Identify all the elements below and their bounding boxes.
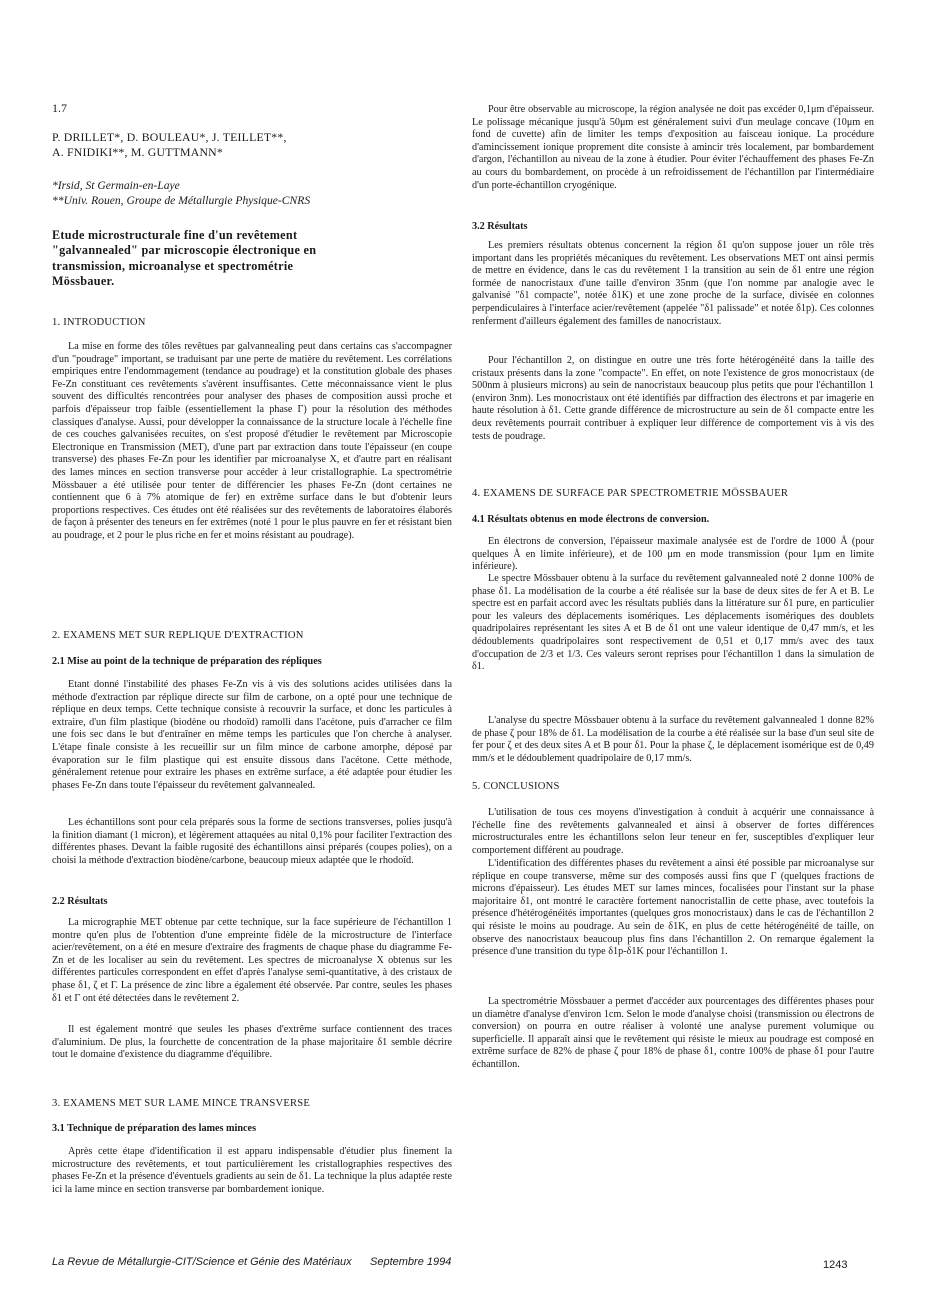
paragraph-5-b: L'identification des différentes phases du revêtement a ainsi été possible par microanalyse sur réplique en coupe transverse, même sur des composés aussi fins que Γ (quelques fractions de microns d'épaisseur). Les études MET sur lames minces, focalisées pour l'instant sur la phase majoritaire δ1, ont montré le caractère fortement nanocristallin de cette phase, avec toutefois la présence d'hétérogénéités importantes (quelques gros monocristaux) dans le cas de l'échantillon 2 qui résiste le moins au poudrage. Au sein de δ1K, en plus de cette hétérogénéité de taille, on observe des nanocristaux beaucoup plus fins dans l'échantillon 2. On remarque également la présence d'une transition du type δ1p-δ1K pour l'échantillon 1.	[472, 858, 874, 958]
authors-line-1: P. DRILLET*, D. BOULEAU*, J. TEILLET**,	[52, 130, 287, 144]
subsection-heading-3-1: 3.1 Technique de préparation des lames minces	[52, 1123, 257, 1134]
authors-line-2: A. FNIDIKI**, M. GUTTMANN*	[52, 145, 224, 159]
paragraph-2-2-a: La micrographie MET obtenue par cette technique, sur la face supérieure de l'échantillon 1 montre qu'en plus de l'obtention d'une empreinte fidèle de la microstructure de l'interface acier/revêtement, on a été en mesure d'extraire des fragments de chaque phase du diagramme Fe-Zn et de les localiser au sein du revêtement. Les spectres de microanalyse X obtenus sur les différentes particules correspondent en effet d'après l'analyse semi-quantitative, à des cristaux de phase δ1, ζ et Γ. La présence de zinc libre a également été observée. Par contre, seules les phases δ1 et Γ ont été détectées dans le revêtement 2.	[52, 917, 452, 1004]
article-title: Etude microstructurale fine d'un revêtement "galvannealed" par microscopie électronique en transmission, microanalyse et spectrométrie Mössbauer.	[52, 228, 317, 289]
subsection-heading-2-2: 2.2 Résultats	[52, 896, 108, 907]
paragraph-4-1-a: En électrons de conversion, l'épaisseur maximale analysée est de l'ordre de 1000 Å (pour quelques Å en limite inférieure), et de 100 μm en mode transmission (pour 1μm en limite inférieure).	[472, 536, 874, 573]
paragraph-2-1-a: Etant donné l'instabilité des phases Fe-Zn vis à vis des solutions acides utilisées dans la méthode d'extraction par réplique directe sur film de carbone, on a opté pour une technique de réplique en deux temps. Cette technique consiste à recouvrir la surface, et donc les particules à extraire, d'un film plastique (biodène ou rhodoïd) ramolli dans l'acétone, puis d'arracher ce film une fois sec dans le but d'entraîner en même temps les particules que l'on cherche à analyser. L'étape finale consiste à les recueillir sur un film mince de carbone amorphe, déposé par évaporation sur le film plastique qui est ensuite dissous dans l'acétone. Cette méthode, généralement retenue pour extraire les phases en extrême surface, a été adaptée pour étudier les phases Fe-Zn dans toute l'épaisseur du revêtement galvannealed.	[52, 679, 452, 791]
paragraph-5-c: La spectrométrie Mössbauer a permet d'accéder aux pourcentages des différentes phases pour un diamètre d'analyse d'environ 1cm. Selon le mode d'analyse choisi (transmission ou électrons de conversion) on pourra en outre réaliser à volonté une analyse purement volumique ou superficielle. Il apparaît ainsi que le revêtement qui résiste le mieux au poudrage est composé en extrême surface de 82% de phase ζ pour 18% de phase δ1, contre 100% de phase δ1 pour l'autre échantillon.	[472, 996, 874, 1070]
affiliation-2: **Univ. Rouen, Groupe de Métallurgie Physique-CNRS	[52, 194, 311, 207]
paragraph-3-2-a: Les premiers résultats obtenus concernent la région δ1 qu'on suppose jouer un rôle très important dans les propriétés mécaniques du revêtement. Les observations MET ont ainsi permis de mettre en évidence, dans le cas du revêtement 1 la transition au sein de δ1 entre une région formée de nanocristaux d'une taille d'environ 35nm (que l'on nomme par analogie avec le galvanisé "δ1 compacte", notée δ1K) et une zone proche de la surface, divisée en colonnes perpendiculaires à l'interface acier/revêtement (appelée "δ1 palissade" et notée δ1p). Ces colonnes renferment d'ailleurs également des familles de nanocristaux.	[472, 240, 874, 327]
subsection-heading-2-1: 2.1 Mise au point de la technique de préparation des répliques	[52, 656, 322, 667]
subsection-heading-4-1: 4.1 Résultats obtenus en mode électrons de conversion.	[472, 514, 710, 525]
paragraph-2-2-b: Il est également montré que seules les phases d'extrême surface contiennent des traces d'aluminium. De plus, la fourchette de concentration de la phase majoritaire δ1 semble décrire tout le domaine d'existence du diagramme d'équilibre.	[52, 1024, 452, 1061]
section-heading-3: 3. EXAMENS MET SUR LAME MINCE TRANSVERSE	[52, 1098, 311, 1109]
footer-page-number: 1243	[823, 1259, 848, 1271]
paragraph-3-2-b: Pour l'échantillon 2, on distingue en outre une très forte hétérogénéité dans la taille des cristaux présents dans la zone "compacte". En effet, on note l'existence de gros monocristaux (de 500nm à plusieurs microns) au sein de nanocristaux beaucoup plus petits que pour l'échantillon 1 (environ 3nm). Les monocristaux ont été identifiés par diffraction des électrons et par imagerie en haute résolution à δ1. Cette grande différence de microstructure au sein de δ1 compacte entre les deux revêtements pourrait contribuer à expliquer leur différence de comportement vis à vis des tests de poudrage.	[472, 355, 874, 442]
section-heading-introduction: 1. INTRODUCTION	[52, 317, 146, 328]
article-code: 1.7	[52, 101, 67, 115]
paragraph-2-1-b: Les échantillons sont pour cela préparés sous la forme de sections transverses, polies jusqu'à la finition diamant (1 micron), et légèrement attaquées au nital 0,1% pour faciliter l'extraction des différentes phases. Devant la faible rugosité des échantillons ainsi préparés (coupes polies), on a choisi la méthode d'extraction biodène/carbone, beaucoup mieux adaptée que le rhodoïd.	[52, 817, 452, 866]
paragraph-introduction: La mise en forme des tôles revêtues par galvannealing peut dans certains cas s'accompagner d'un "poudrage" important, se traduisant par une perte de matière du revêtement. Les corrélations empiriques entre l'endommagement (tendance au poudrage) et la constitution globale des phases Fe-Zn constituant ces revêtements s'avèrent insuffisantes. Cette méconnaissance vient le plus souvent des difficultés rencontrées pour analyser des phases de composition aussi proche et parfois d'épaisseur trop faible (essentiellement la phase Γ) pour la résolution des méthodes classiques d'analyse. Aussi, pour développer la connaissance de la structure locale à l'échelle fine de ces couches galvanisées recuites, on s'est proposé d'étudier le revêtement par Microscopie Electronique en Transmission (MET), d'une part par extraction dans toute l'épaisseur (en coupe transverse) des phases Fe-Zn pour les identifier par microanalyse X, et d'autre part en réalisant des lames minces en section transverse pour accéder à leur cristallographie. La spectrométrie Mössbauer a été utilisée pour tenter de différencier les phases Fe-Zn (dont certaines ne contiennent que 6 à 7% atomique de fer) en extrême surface dans le but d'obtenir leurs proportions respectives. Ces études ont été réalisées sur des revêtements de laboratoires élaborés de façon à présenter des teneurs en fer extrêmes (noté 1 pour le plus pauvre en fer et résistant bien au poudrage, et 2 pour le plus riche en fer et moins résistant au poudrage).	[52, 341, 452, 541]
section-heading-4: 4. EXAMENS DE SURFACE PAR SPECTROMETRIE MÖSSBAUER	[472, 488, 789, 499]
affiliation-1: *Irsid, St Germain-en-Laye	[52, 179, 180, 192]
subsection-heading-3-2: 3.2 Résultats	[472, 221, 528, 232]
paragraph-3-1: Après cette étape d'identification il est apparu indispensable d'étudier plus finement la microstructure des revêtements, et tout particulièrement les cristallographies respectives des phases Fe-Zn et la présence d'éventuels gradients au sein de δ1. La technique la plus adaptée reste ici la lame mince en section transverse par bombardement ionique.	[52, 1146, 452, 1195]
paragraph-4-1-b: Le spectre Mössbauer obtenu à la surface du revêtement galvannealed noté 2 donne 100% de phase δ1. La modélisation de la courbe a été réalisée sur la base de deux sites de fer A et B. Le spectre est en parfait accord avec les résultats publiés dans la littérature sur δ1 pure, en particulier pour les valeurs des déplacements isomériques. Les déplacements isomériques des doublets quadripolaires représentant les sites A et B de δ1 ont une valeur identique de 0,47 mm/s, et les dédoublements quadripolaires sont respectivement de 0,51 et 0,17 mm/s avec des taux d'occupation de 2/3 et 1/3. Ces valeurs seront reprises pour l'échantillon 1 dans la simulation de δ1.	[472, 573, 874, 673]
footer-date: Septembre 1994	[370, 1256, 452, 1268]
paragraph-5-a: L'utilisation de tous ces moyens d'investigation à conduit à acquérir une connaissance à l'échelle fine des revêtements galvannealed et ainsi à observer de fortes différences microstructurales entre les échantillons selon leur teneur en fer, susceptibles d'expliquer leur comportement différent au poudrage.	[472, 807, 874, 856]
section-heading-2: 2. EXAMENS MET SUR REPLIQUE D'EXTRACTION	[52, 630, 304, 641]
section-heading-5: 5. CONCLUSIONS	[472, 781, 560, 792]
paragraph-4-1-c: L'analyse du spectre Mössbauer obtenu à la surface du revêtement galvannealed 1 donne 82% de phase ζ pour 18% de δ1. La modélisation de la courbe a été réalisée sur la base d'un seul site de fer pour ζ et des deux sites A et B pour δ1. Pour la phase ζ, le déplacement isomérique est de 0,49 mm/s et le dédoublement quadripolaire de 0,17 mm/s.	[472, 715, 874, 764]
footer-journal-name: La Revue de Métallurgie-CIT/Science et Génie des Matériaux	[52, 1256, 352, 1268]
paragraph-3-1-continued: Pour être observable au microscope, la région analysée ne doit pas excéder 0,1μm d'épaisseur. Le polissage mécanique jusqu'à 50μm est généralement suivi d'un meulage concave (10μm en fond de cuvette) afin de limiter les temps d'exposition au faisceau ionique. La procédure d'amincissement ionique proprement dite consiste à amincir très localement, par bombardement d'argon, l'échantillon au niveau de la zone à étudier. Pour éviter l'échauffement des phases Fe-Zn au cours du bombardement, on procède à un refroidissement de l'échantillon par l'intermédiaire d'un porte-échantillon cryogénique.	[472, 104, 874, 191]
